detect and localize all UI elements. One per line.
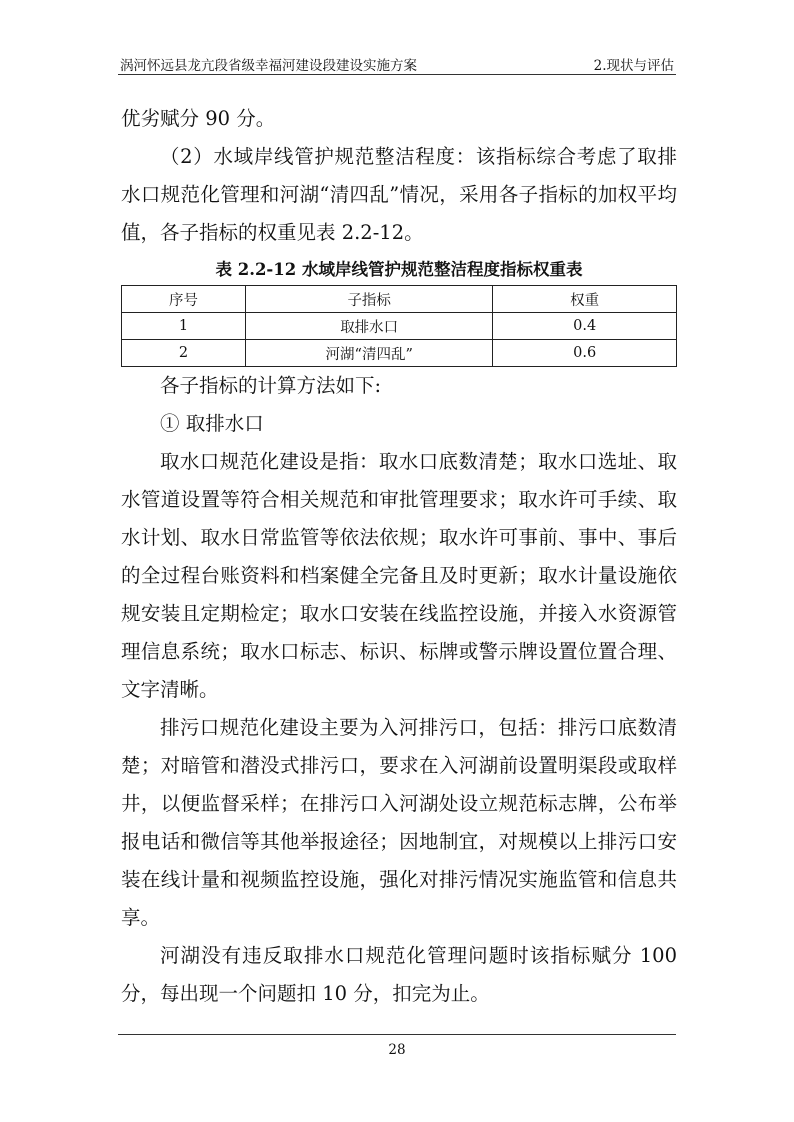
table-cell: 取排水口 <box>246 313 493 340</box>
table-cell: 2 <box>122 340 246 367</box>
table-cell: 0.4 <box>493 313 677 340</box>
paragraph: 河湖没有违反取排水口规范化管理问题时该指标赋分 100 分，每出现一个问题扣 10 分，扣完为止。 <box>121 944 677 1005</box>
header-cell-indicator: 子指标 <box>246 286 493 313</box>
paragraph: 取水口规范化建设是指：取水口底数清楚；取水口选址、取水管道设置等符合相关规范和审批管理要求；取水许可手续、取水计划、取水日常监管等依法依规；取水许可事前、事中、事后的全过程台账资料和档案健全完备且及时更新；取水计量设施依规安装且定期检定；取水口安装在线监控设施，并接入水资源管理信息系统；取水口标志、标识、标牌或警示牌设置位置合理、文字清晰。 <box>121 450 677 701</box>
section-title: 2.现状与评估 <box>593 58 674 74</box>
page-body <box>121 100 677 1013</box>
weight-table <box>121 285 677 367</box>
table-row <box>122 340 677 367</box>
table-cell: 河湖“清四乱” <box>246 340 493 367</box>
table-cell: 0.6 <box>493 340 677 367</box>
table-cell: 1 <box>122 313 246 340</box>
subheading: ① 取排水口 <box>160 412 264 435</box>
paragraph: （2）水域岸线管护规范整洁程度：该指标综合考虑了取排水口规范化管理和河湖“清四乱”情况，采用各子指标的加权平均值，各子指标的权重见表 2.2-12。 <box>121 145 677 244</box>
paragraph: 各子指标的计算方法如下: <box>160 374 382 397</box>
table-row <box>122 313 677 340</box>
paragraph: 优劣赋分 90 分。 <box>121 107 276 130</box>
paragraph: 排污口规范化建设主要为入河排污口，包括：排污口底数清楚；对暗管和潜没式排污口，要求在入河湖前设置明渠段或取样井，以便监督采样；在排污口入河湖处设立规范标志牌，公布举报电话和微信等其他举报途径；因地制宜，对规模以上排污口安装在线计量和视频监控设施，强化对排污情况实施监管和信息共享。 <box>121 716 677 929</box>
page-header <box>118 50 676 75</box>
document-title: 涡河怀远县龙亢段省级幸福河建设段建设实施方案 <box>120 58 417 74</box>
table-caption: 表 2.2-12 水域岸线管护规范整洁程度指标权重表 <box>215 260 583 279</box>
header-cell-weight: 权重 <box>493 286 677 313</box>
page-number: 28 <box>388 1042 406 1058</box>
page-footer <box>118 1034 676 1058</box>
header-cell-index: 序号 <box>122 286 246 313</box>
table-header-row <box>122 286 677 313</box>
